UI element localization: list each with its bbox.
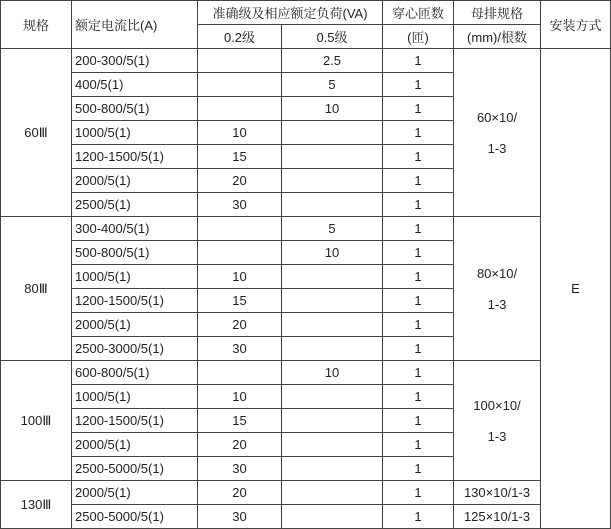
header-row [1,1,611,25]
ratio-cell: 200-300/5(1) [72,49,198,73]
class-05-cell [282,385,383,409]
class-02-cell [198,217,282,241]
class-05-cell [282,481,383,505]
spec-cell: 80Ⅲ [1,217,72,361]
class-02-cell: 30 [198,337,282,361]
class-05-cell [282,193,383,217]
busbar-line: 1-3 [487,140,507,156]
class-02-cell: 20 [198,169,282,193]
table-row [1,217,611,241]
turns-cell: 1 [383,121,454,145]
busbar-line: 60×10/ [476,109,518,125]
turns-cell: 1 [383,97,454,121]
class-05-cell: 10 [282,241,383,265]
busbar-cell [454,361,541,481]
turns-cell: 1 [383,361,454,385]
busbar-line: 100×10/ [473,397,521,413]
header-class-02: 0.2级 [198,25,282,49]
table-row [1,361,611,385]
ratio-cell: 1200-1500/5(1) [72,289,198,313]
header-busbar-top: 母排规格 [454,1,541,25]
class-02-cell [198,49,282,73]
ratio-cell: 2500-3000/5(1) [72,337,198,361]
turns-cell: 1 [383,481,454,505]
class-05-cell: 5 [282,73,383,97]
class-05-cell: 10 [282,97,383,121]
class-02-cell: 20 [198,433,282,457]
class-05-cell [282,145,383,169]
spec-cell: 60Ⅲ [1,49,72,217]
turns-cell: 1 [383,145,454,169]
class-02-cell: 10 [198,265,282,289]
header-spec: 规格 [1,1,72,49]
busbar-cell [454,49,541,217]
table-row [1,49,611,73]
turns-cell: 1 [383,193,454,217]
class-02-cell [198,241,282,265]
spec-cell: 130Ⅲ [1,481,72,529]
turns-cell: 1 [383,409,454,433]
class-02-cell: 15 [198,289,282,313]
turns-cell: 1 [383,241,454,265]
class-05-cell [282,265,383,289]
class-05-cell [282,409,383,433]
ratio-cell: 500-800/5(1) [72,241,198,265]
header-ratio: 额定电流比(A) [72,1,198,49]
class-05-cell [282,313,383,337]
table-row [1,505,611,529]
turns-cell: 1 [383,433,454,457]
header-turns-bottom: (匝) [383,25,454,49]
class-05-cell [282,169,383,193]
class-02-cell: 30 [198,457,282,481]
header-busbar-bottom: (mm)/根数 [454,25,541,49]
class-02-cell: 15 [198,409,282,433]
header-accuracy: 准确级及相应额定负荷(VA) [198,1,383,25]
ratio-cell: 1000/5(1) [72,385,198,409]
header-install: 安装方式 [541,1,611,49]
ratio-cell: 300-400/5(1) [72,217,198,241]
turns-cell: 1 [383,505,454,529]
turns-cell: 1 [383,385,454,409]
spec-table-body [1,1,611,529]
turns-cell: 1 [383,457,454,481]
class-05-cell [282,289,383,313]
busbar-line: 80×10/ [476,265,518,281]
header-turns-top: 穿心匝数 [383,1,454,25]
table-row [1,481,611,505]
ratio-cell: 400/5(1) [72,73,198,97]
class-02-cell: 20 [198,313,282,337]
class-05-cell: 2.5 [282,49,383,73]
ratio-cell: 2000/5(1) [72,169,198,193]
class-02-cell: 20 [198,481,282,505]
class-02-cell: 30 [198,505,282,529]
class-05-cell: 10 [282,361,383,385]
ratio-cell: 500-800/5(1) [72,97,198,121]
ratio-cell: 1200-1500/5(1) [72,409,198,433]
header-class-05: 0.5级 [282,25,383,49]
class-05-cell [282,505,383,529]
install-cell: E [541,49,611,529]
class-05-cell [282,457,383,481]
class-02-cell: 10 [198,121,282,145]
spec-cell: 100Ⅲ [1,361,72,481]
ratio-cell: 1000/5(1) [72,121,198,145]
turns-cell: 1 [383,313,454,337]
ratio-cell: 2000/5(1) [72,313,198,337]
busbar-cell [454,217,541,361]
class-05-cell [282,337,383,361]
class-02-cell [198,73,282,97]
ratio-cell: 2000/5(1) [72,433,198,457]
ratio-cell: 1200-1500/5(1) [72,145,198,169]
turns-cell: 1 [383,73,454,97]
turns-cell: 1 [383,49,454,73]
turns-cell: 1 [383,337,454,361]
busbar-line: 1-3 [487,296,507,312]
ratio-cell: 2000/5(1) [72,481,198,505]
turns-cell: 1 [383,169,454,193]
turns-cell: 1 [383,217,454,241]
class-02-cell [198,361,282,385]
class-02-cell: 15 [198,145,282,169]
ratio-cell: 600-800/5(1) [72,361,198,385]
ratio-cell: 2500-5000/5(1) [72,457,198,481]
class-02-cell: 10 [198,385,282,409]
busbar-cell: 125×10/1-3 [454,505,541,529]
class-02-cell [198,97,282,121]
class-05-cell [282,121,383,145]
class-05-cell [282,433,383,457]
class-02-cell: 30 [198,193,282,217]
busbar-line: 1-3 [487,428,507,444]
turns-cell: 1 [383,289,454,313]
ratio-cell: 2500-5000/5(1) [72,505,198,529]
turns-cell: 1 [383,265,454,289]
ratio-cell: 2500/5(1) [72,193,198,217]
class-05-cell: 5 [282,217,383,241]
ratio-cell: 1000/5(1) [72,265,198,289]
busbar-cell: 130×10/1-3 [454,481,541,505]
